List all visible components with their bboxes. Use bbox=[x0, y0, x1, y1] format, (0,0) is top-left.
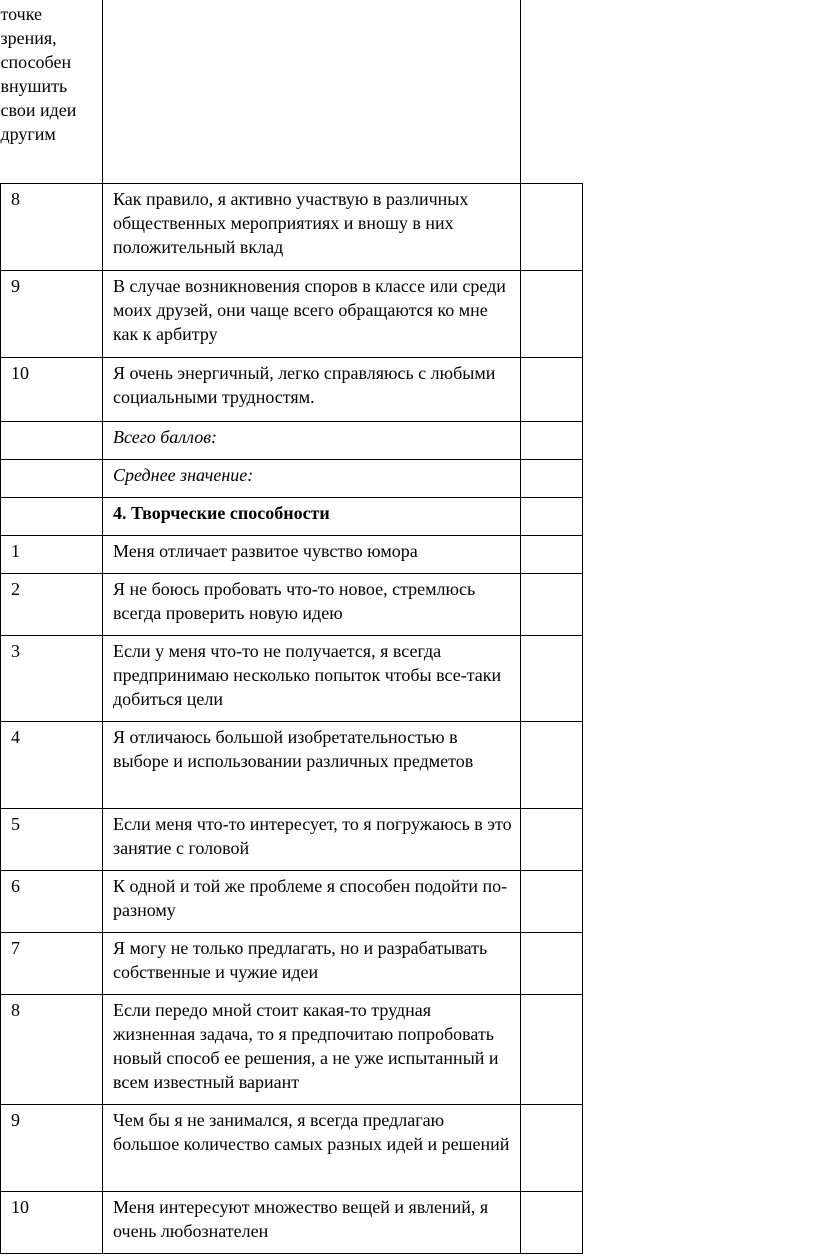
table-row bbox=[1, 459, 583, 497]
row-number: 8 bbox=[1, 183, 103, 270]
score-cell[interactable] bbox=[521, 932, 583, 994]
table-row bbox=[1, 0, 583, 183]
row-number: 8 bbox=[1, 994, 103, 1104]
table-row bbox=[1, 1191, 583, 1253]
statement-text: Как правило, я активно участвую в различных общественных мероприятиях и вношу в них положительный вклад bbox=[103, 183, 521, 270]
row-number: 9 bbox=[1, 1104, 103, 1191]
table-row bbox=[1, 635, 583, 721]
table-row bbox=[1, 535, 583, 573]
table-row bbox=[1, 421, 583, 459]
empty-number-cell bbox=[1, 421, 103, 459]
continued-text-cell: точке зрения, способен внушить свои идеи другим bbox=[1, 0, 103, 183]
average-score-cell[interactable] bbox=[521, 459, 583, 497]
table-row bbox=[1, 497, 583, 535]
table-row bbox=[1, 994, 583, 1104]
empty-number-cell bbox=[1, 459, 103, 497]
table-row bbox=[1, 573, 583, 635]
table-row bbox=[1, 357, 583, 421]
statement-text: Я очень энергичный, легко справляюсь с любыми социальными трудностям. bbox=[103, 357, 521, 421]
table-row bbox=[1, 183, 583, 270]
section-title: 4. Творческие способности bbox=[103, 497, 521, 535]
score-cell[interactable] bbox=[521, 535, 583, 573]
statement-text: Если у меня что-то не получается, я всегда предпринимаю несколько попыток чтобы все-таки добиться цели bbox=[103, 635, 521, 721]
statement-text: Меня интересуют множество вещей и явлений, я очень любознателен bbox=[103, 1191, 521, 1253]
score-cell[interactable] bbox=[521, 870, 583, 932]
score-cell[interactable] bbox=[521, 994, 583, 1104]
empty-score-cell bbox=[521, 0, 583, 183]
table-row bbox=[1, 1104, 583, 1191]
score-cell[interactable] bbox=[521, 808, 583, 870]
empty-score-cell bbox=[521, 497, 583, 535]
row-number: 4 bbox=[1, 721, 103, 808]
statement-text: К одной и той же проблеме я способен подойти по-разному bbox=[103, 870, 521, 932]
table-row bbox=[1, 808, 583, 870]
average-score-label: Среднее значение: bbox=[103, 459, 521, 497]
table-row bbox=[1, 932, 583, 994]
row-number: 10 bbox=[1, 1191, 103, 1253]
row-number: 5 bbox=[1, 808, 103, 870]
row-number: 2 bbox=[1, 573, 103, 635]
statement-text: В случае возникновения споров в классе или среди моих друзей, они чаще всего обращаются ко мне как к арбитру bbox=[103, 270, 521, 357]
score-cell[interactable] bbox=[521, 1104, 583, 1191]
row-number: 1 bbox=[1, 535, 103, 573]
empty-number-cell bbox=[1, 497, 103, 535]
table-row bbox=[1, 870, 583, 932]
score-cell[interactable] bbox=[521, 357, 583, 421]
statement-text: Если передо мной стоит какая-то трудная жизненная задача, то я предпочитаю попробовать новый способ ее решения, а не уже испытанный и всем известный вариант bbox=[103, 994, 521, 1104]
row-number: 10 bbox=[1, 357, 103, 421]
statement-text: Если меня что-то интересует, то я погружаюсь в это занятие с головой bbox=[103, 808, 521, 870]
score-cell[interactable] bbox=[521, 721, 583, 808]
total-score-cell[interactable] bbox=[521, 421, 583, 459]
score-cell[interactable] bbox=[521, 635, 583, 721]
row-number: 6 bbox=[1, 870, 103, 932]
statement-text: Я отличаюсь большой изобретательностью в выборе и использовании различных предметов bbox=[103, 721, 521, 808]
score-cell[interactable] bbox=[521, 573, 583, 635]
table-row bbox=[1, 270, 583, 357]
row-number: 7 bbox=[1, 932, 103, 994]
statement-text: Чем бы я не занимался, я всегда предлагаю большое количество самых разных идей и решений bbox=[103, 1104, 521, 1191]
score-cell[interactable] bbox=[521, 1191, 583, 1253]
total-score-label: Всего баллов: bbox=[103, 421, 521, 459]
score-cell[interactable] bbox=[521, 270, 583, 357]
row-number: 3 bbox=[1, 635, 103, 721]
empty-text-cell bbox=[103, 0, 521, 183]
statement-text: Меня отличает развитое чувство юмора bbox=[103, 535, 521, 573]
statement-text: Я могу не только предлагать, но и разрабатывать собственные и чужие идеи bbox=[103, 932, 521, 994]
table-row bbox=[1, 721, 583, 808]
score-cell[interactable] bbox=[521, 183, 583, 270]
statement-text: Я не боюсь пробовать что-то новое, стремлюсь всегда проверить новую идею bbox=[103, 573, 521, 635]
row-number: 9 bbox=[1, 270, 103, 357]
